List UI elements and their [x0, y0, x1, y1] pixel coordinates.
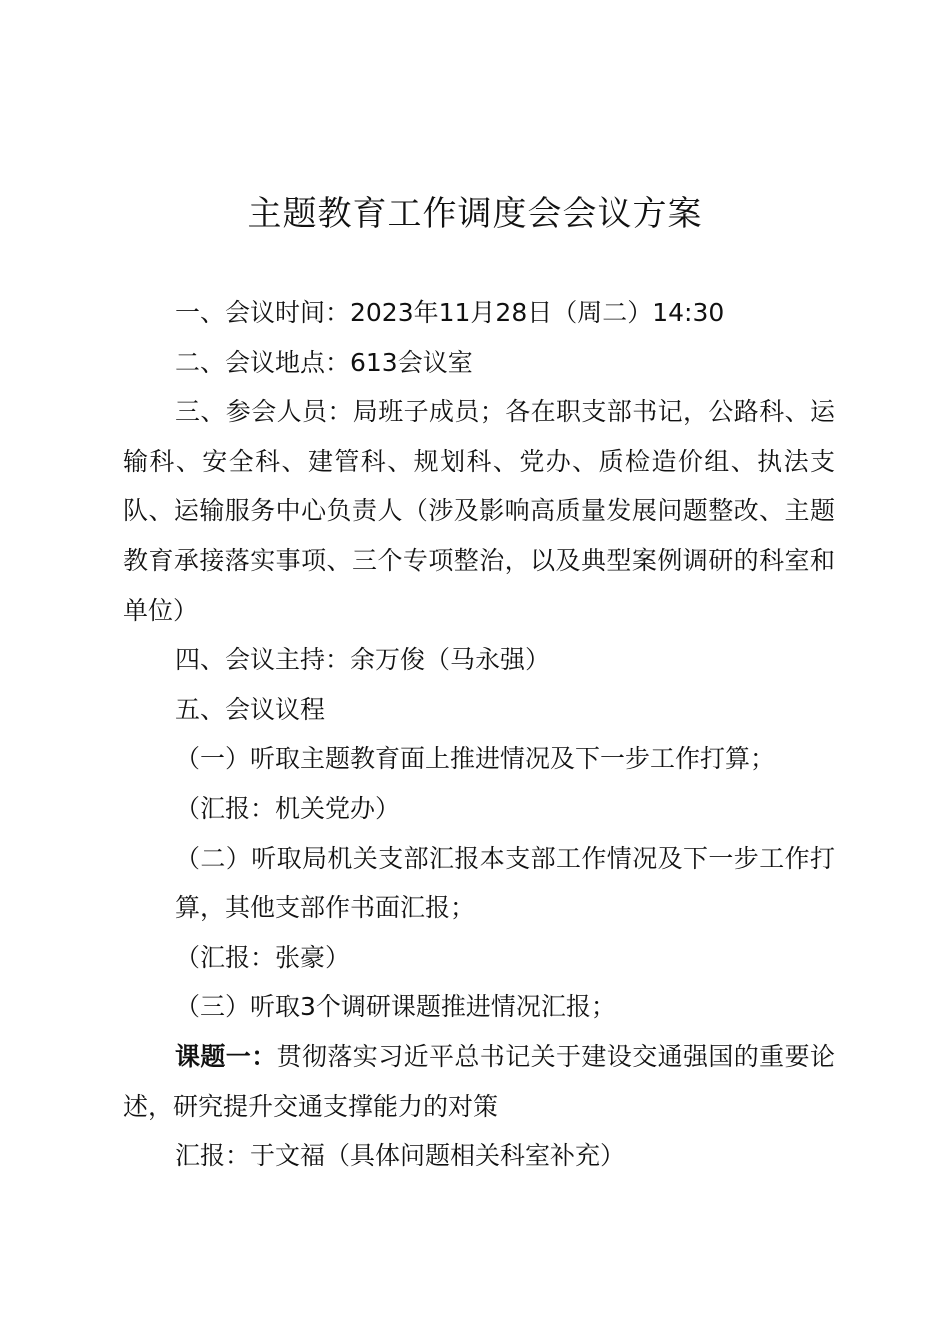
agenda-heading: 五、会议议程 — [175, 694, 326, 724]
agenda-item-2-reporter: （汇报：张豪） — [175, 942, 351, 972]
document-body — [123, 288, 835, 1181]
agenda-item-2: （二）听取局机关支部汇报本支部工作情况及下一步工作打算，其他支部作书面汇报； — [175, 843, 835, 923]
meeting-place: 二、会议地点：613会议室 — [175, 347, 473, 377]
meeting-time: 一、会议时间：2023年11月28日（周二）14:30 — [175, 298, 725, 327]
meeting-attendees: 三、参会人员：局班子成员；各在职支部书记，公路科、运输科、安全科、建管科、规划科、党办、质检造价组、执法支队、运输服务中心负责人（涉及影响高质量发展问题整改、主题教育承接落实事项、三个专项整治，以及典型案例调研的科室和单位） — [123, 397, 835, 625]
agenda-item-1-reporter: （汇报：机关党办） — [175, 793, 401, 823]
document-title: 主题教育工作调度会会议方案 — [247, 194, 703, 234]
meeting-host: 四、会议主持：余万俊（马永强） — [175, 645, 551, 675]
agenda-item-1: （一）听取主题教育面上推进情况及下一步工作打算； — [175, 744, 776, 774]
topic-1-text: 贯彻落实习近平总书记关于建设交通强国的重要论述，研究提升交通支撑能力的对策 — [123, 1041, 835, 1121]
topic-1-reporter: 汇报：于文福（具体问题相关科室补充） — [175, 1141, 626, 1171]
agenda-item-3: （三）听取3个调研课题推进情况汇报； — [175, 992, 616, 1022]
topic-1-label: 课题一： — [175, 1041, 277, 1071]
topic-1 — [123, 1032, 835, 1131]
